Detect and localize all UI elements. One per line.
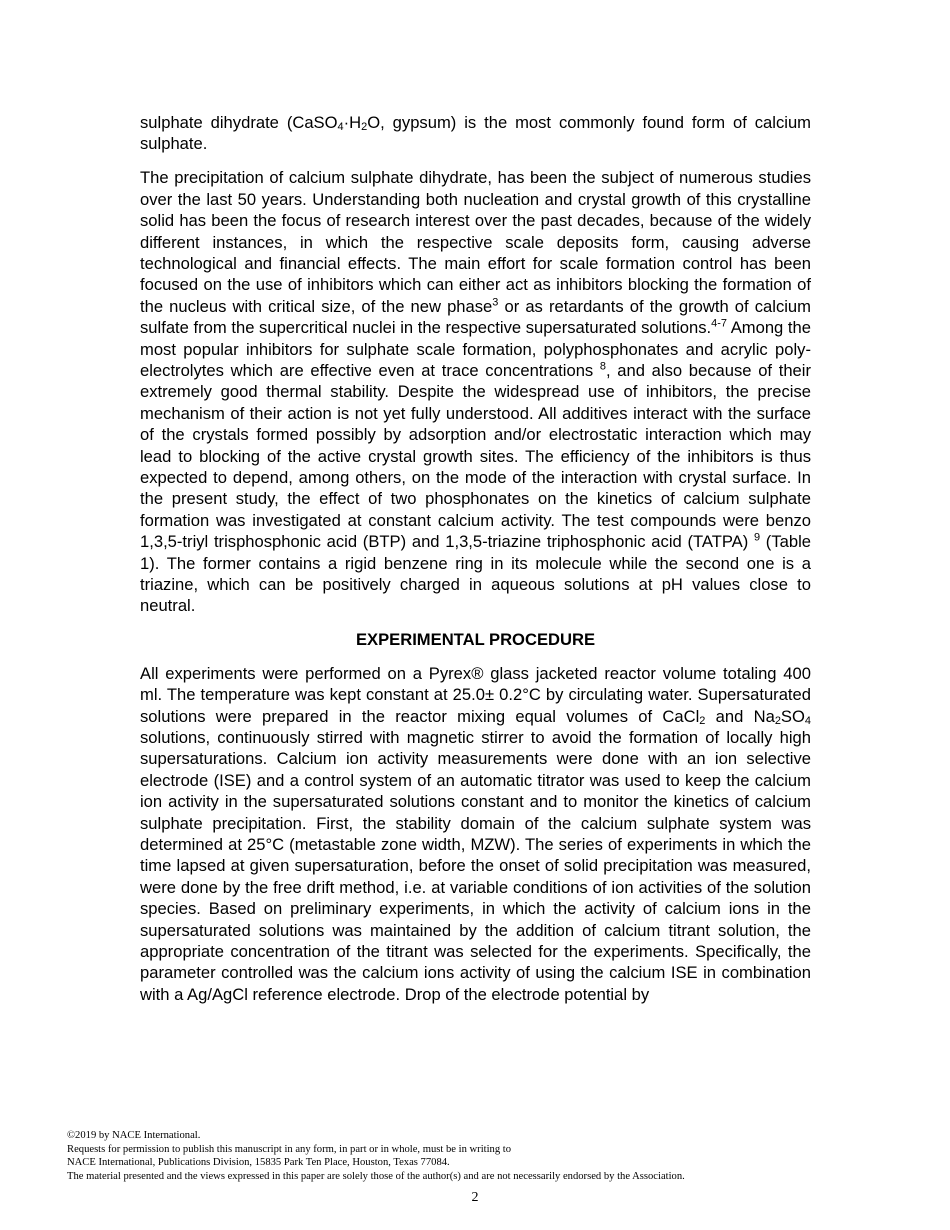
footer-copyright: ©2019 by NACE International. [67,1130,201,1141]
footer-address: NACE International, Publications Division, 15835 Park Ten Place, Houston, Texas 77084. [67,1157,450,1169]
reference-citation: 9 [753,531,761,544]
footer-disclaimer: The material presented and the views expressed in this paper are solely those of the author(s) and are not necessarily endorsed by the Association. [67,1170,685,1182]
section-heading-experimental-procedure: EXPERIMENTAL PROCEDURE [355,630,596,650]
reference-citation: 3 [492,296,499,309]
paragraph-experimental: All experiments were performed on a Pyrex® glass jacketed reactor volume totaling 400 ml. The temperature was kept constant at 25.0± 0.2°C by circulating water. Supersaturated solutions were prepared in the reactor mixing equal volumes of CaCl$_2$ and $Na_2SO_4$ solutions, continuously stirred with magnetic stirrer to avoid the formation of locally high supersaturations. Calcium ion activity measurements were done with an ion selective electrode (ISE) and a control system of an automatic titrator was used to keep the calcium ion activity in the supersaturated solutions constant and to monitor the kinetics of calcium sulphate precipitation. First, the stability domain of the calcium sulphate system was determined at 25°C (metastable zone width, MZW). The series of experiments in which the time lapsed at given supersaturation, before the onset of solid precipitation was measured, were done by the free drift method, i.e. at variable conditions of ion activities of the solution species. Based on preliminary experiments, in which the activity of calcium ions in the supersaturated solutions was maintained by the addition of calcium titrant solution, the appropriate concentration of the titrant was selected for the experiments. Specifically, the parameter controlled was the calcium ions activity of using the calcium ISE in combination with a Ag/AgCl reference electrode. Drop of the electrode potential by [140,663,811,1004]
paragraph-inhibitors: The precipitation of calcium sulphate dihydrate, has been the subject of numerous studies over the last 50 years. Understanding both nucleation and crystal growth of this crystalline solid has been the focus of research interest over the past decades, because of the widely different instances, in which the respective scale deposits form, causing adverse technological and financial effects. The main effort for scale formation control has been focused on the use of inhibitors which can either act as inhibitors blocking the formation of the nucleus with critical size, of the new phase$^3$ or as retardants of the growth of calcium sulfate from the supercritical nuclei in the respective supersaturated solutions.$^{4-7}$ Among the most popular inhibitors for sulphate scale formation, polyphosphonates and acrylic poly-electrolytes which are effective even at trace concentrations $^8$, and also because of their extremely good thermal stability. Despite the widespread use of inhibitors, the precise mechanism of their action is not yet fully understood. All additives interact with the surface of the crystals formed possibly by adsorption and/or electrostatic interaction which may lead to blocking of the active crystal growth sites. The efficiency of the inhibitors is thus expected to depend, among others, on the mode of the interaction with crystal surface. In the present study, the effect of two phosphonates on the kinetics of calcium sulphate formation was investigated at constant calcium activity. The test compounds were benzo 1,3,5-triyl trisphosphonic acid (BTP) and 1,3,5-triazine triphosphonic acid (TATPA) $^9$ (Table 1). The former contains a rigid benzene ring in its molecule while the second one is a triazine, which can be positively charged in aqueous solutions at pH values close to neutral. [140,168,811,616]
paragraph-gypsum-intro: sulphate dihydrate ($CaSO_4\cdot H_2O$, gypsum) is the most commonly found form of calcium sulphate. [140,113,812,154]
reference-citation: 8 [599,360,606,373]
footer-permission: Requests for permission to publish this manuscript in any form, in part or in whole, must be in writing to [67,1143,512,1155]
body-text [140,112,811,1018]
page-footer [67,1129,887,1183]
reference-citation: 4-7 [711,317,727,330]
page-number: 2 [471,1190,479,1205]
